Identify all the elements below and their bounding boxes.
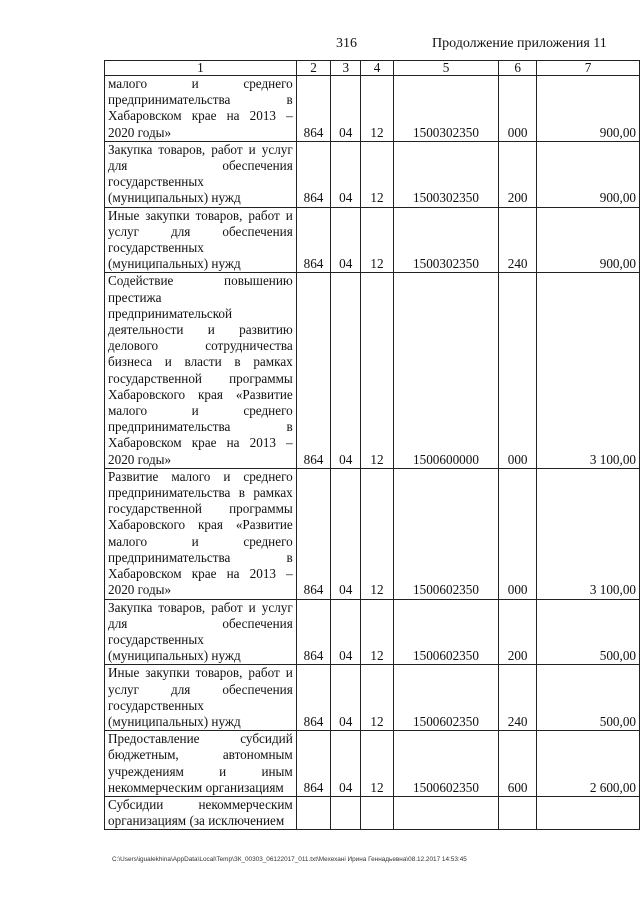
table-row [105,665,640,731]
description-line: Иные закупки товаров, работ и [108,207,293,223]
column-5-value: 1500302350 [393,207,498,273]
description-line: малого и среднего [108,76,293,91]
column-3-value: 04 [331,468,361,599]
description-line: (муниципальных) нужд [108,256,241,272]
description-line: Иные закупки товаров, работ и [108,665,293,681]
column-header: 6 [499,61,537,76]
row-description [105,665,297,731]
description-line: Хабаровском крае на 2013 – [108,435,293,451]
column-header: 2 [296,61,330,76]
column-2-value: 864 [296,665,330,731]
column-3-value: 04 [331,76,361,142]
description-line: 2020 годы» [108,451,172,467]
description-line: государственных [108,240,204,256]
column-4-value: 12 [361,76,394,142]
column-7-value: 500,00 [537,599,640,665]
table-row [105,141,640,207]
column-header: 7 [537,61,640,76]
column-4-value: 12 [361,599,394,665]
row-description [105,468,297,599]
description-line: предпринимательства в рамках [108,485,293,501]
column-header: 1 [105,61,297,76]
column-2-value: 864 [296,731,330,797]
column-6-value: 200 [499,599,537,665]
column-header: 3 [331,61,361,76]
column-7-value: 3 100,00 [537,273,640,468]
description-line: Закупка товаров, работ и услуг [108,141,293,157]
description-line: Субсидии некоммерческим [108,796,293,812]
column-5-value [393,796,498,829]
page-number: 316 [336,36,357,51]
description-line: бюджетным, автономным [108,747,293,763]
description-line: учреждениям и иным [108,763,293,779]
row-description [105,796,297,829]
column-7-value: 900,00 [537,76,640,142]
column-4-value: 12 [361,468,394,599]
description-line: Хабаровского края «Развитие [108,386,293,402]
description-line: 2020 годы» [108,582,172,598]
row-description [105,731,297,797]
column-2-value: 864 [296,207,330,273]
description-line: предпринимательской [108,305,233,321]
column-5-value: 1500602350 [393,599,498,665]
column-4-value [361,796,394,829]
column-6-value: 000 [499,273,537,468]
table-header-row [105,61,640,76]
column-2-value [296,796,330,829]
column-5-value: 1500302350 [393,76,498,142]
column-2-value: 864 [296,141,330,207]
description-line: для обеспечения [108,158,293,174]
description-line: Хабаровском крае на 2013 – [108,566,293,582]
table-row [105,468,640,599]
column-3-value: 04 [331,207,361,273]
row-description [105,141,297,207]
column-2-value: 864 [296,273,330,468]
description-line: государственной программы [108,370,293,386]
column-5-value: 1500602350 [393,468,498,599]
column-7-value: 900,00 [537,207,640,273]
table-row [105,731,640,797]
description-line: малого и среднего [108,403,293,419]
column-5-value: 1500602350 [393,665,498,731]
column-6-value: 000 [499,76,537,142]
description-line: (муниципальных) нужд [108,190,241,206]
column-3-value: 04 [331,273,361,468]
column-4-value: 12 [361,141,394,207]
description-line: Закупка товаров, работ и услуг [108,599,293,615]
table-row [105,796,640,829]
column-4-value: 12 [361,207,394,273]
column-6-value: 200 [499,141,537,207]
description-line: предпринимательства в [108,549,293,565]
description-line: деятельности и развитию [108,322,293,338]
description-line: (муниципальных) нужд [108,648,241,664]
description-line: Развитие малого и среднего [108,468,293,484]
column-7-value: 500,00 [537,665,640,731]
description-line: малого и среднего [108,533,293,549]
description-line: некоммерческим организациям [108,779,284,795]
column-4-value: 12 [361,731,394,797]
column-7-value: 3 100,00 [537,468,640,599]
description-line: Предоставление субсидий [108,731,293,747]
description-line: государственных [108,631,204,647]
column-3-value: 04 [331,665,361,731]
column-header: 4 [361,61,394,76]
column-6-value: 000 [499,468,537,599]
column-7-value: 900,00 [537,141,640,207]
description-line: для обеспечения [108,615,293,631]
column-6-value: 240 [499,207,537,273]
appendix-label: Продолжение приложения 11 [432,36,607,51]
description-line: предпринимательства в [108,419,293,435]
column-3-value: 04 [331,731,361,797]
description-line: услуг для обеспечения [108,223,293,239]
column-3-value: 04 [331,141,361,207]
column-header: 5 [393,61,498,76]
budget-table [104,60,640,830]
row-description [105,273,297,468]
description-line: предпринимательства в [108,92,293,108]
row-description [105,599,297,665]
column-2-value: 864 [296,468,330,599]
column-7-value: 2 600,00 [537,731,640,797]
column-6-value [499,796,537,829]
table-row [105,207,640,273]
description-line: услуг для обеспечения [108,681,293,697]
table-row [105,599,640,665]
column-6-value: 600 [499,731,537,797]
description-line: Хабаровском крае на 2013 – [108,108,293,124]
description-line: государственной программы [108,501,293,517]
column-3-value [331,796,361,829]
column-4-value: 12 [361,665,394,731]
column-6-value: 240 [499,665,537,731]
column-5-value: 1500600000 [393,273,498,468]
description-line: Содействие повышению [108,273,293,289]
column-5-value: 1500302350 [393,141,498,207]
footer-file-path: C:\Users\igualekhina\AppData\Local\Temp\ЗК_00303_06122017_011.txt\Мехеханi Ирина Геннадьевна\08.12.2017 14:53:45 [112,856,467,863]
description-line: (муниципальных) нужд [108,713,241,729]
table-row [105,76,640,142]
description-line: государственных [108,174,204,190]
row-description [105,207,297,273]
description-line: престижа [108,289,162,305]
column-4-value: 12 [361,273,394,468]
column-3-value: 04 [331,599,361,665]
row-description [105,76,297,142]
description-line: организациям (за исключением [108,813,285,829]
table-row [105,273,640,468]
description-line: государственных [108,697,204,713]
column-7-value [537,796,640,829]
description-line: Хабаровского края «Развитие [108,517,293,533]
description-line: бизнеса и власти в рамках [108,354,293,370]
column-2-value: 864 [296,599,330,665]
description-line: делового сотрудничества [108,338,293,354]
description-line: 2020 годы» [108,124,172,140]
column-2-value: 864 [296,76,330,142]
column-5-value: 1500602350 [393,731,498,797]
